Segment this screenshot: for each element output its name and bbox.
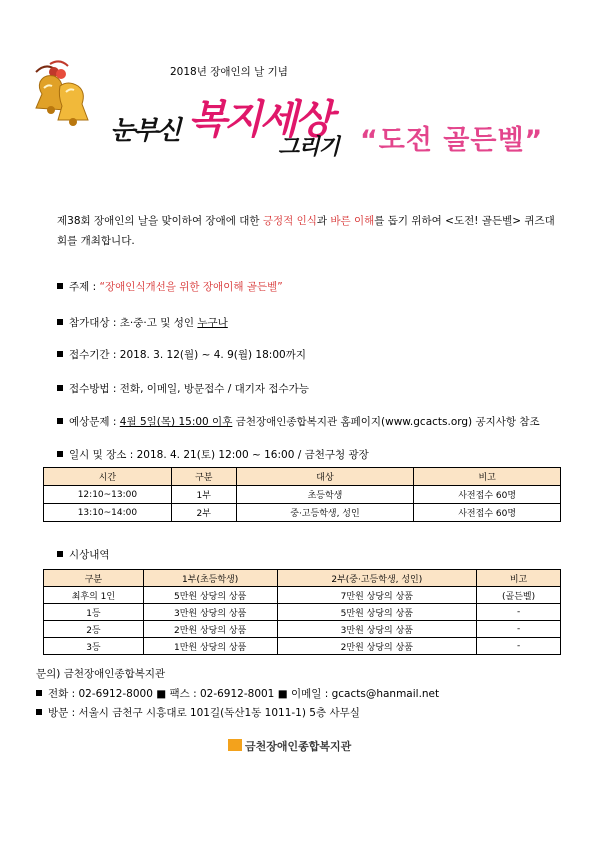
bullet-icon [57, 319, 63, 325]
sample-rest: 금천장애인종합복지관 홈페이지(www.gcacts.org) 공지사항 참조 [232, 416, 540, 428]
table-row [44, 638, 561, 655]
intro-text-3: 를 돕기 위하여 <도전! 골든벨> 퀴즈대회를 개최합니다. [57, 215, 555, 247]
table-row [44, 621, 561, 638]
intro-highlight-2: 바른 이해 [330, 215, 375, 227]
schedule-table [43, 467, 561, 522]
table-cell: 3만원 상당의 상품 [143, 604, 277, 621]
org-logo [228, 738, 351, 754]
contact-title: 문의) 금천장애인종합복지관 [36, 668, 166, 680]
bullet-icon [36, 709, 42, 715]
item-topic [57, 279, 283, 294]
target-value: 누구나 [197, 317, 228, 329]
table-cell: 2등 [44, 621, 144, 638]
table-cell: 사전접수 60명 [414, 504, 561, 522]
bullet-icon [57, 451, 63, 457]
sample-label: 예상문제 : [69, 416, 120, 428]
table-header: 비고 [414, 468, 561, 486]
intro-paragraph [57, 211, 557, 251]
bullet-icon [57, 418, 63, 424]
table-cell: 3만원 상당의 상품 [277, 621, 477, 638]
bullet-icon [57, 551, 63, 557]
item-method [57, 381, 309, 396]
contact-phone-line [36, 686, 439, 701]
bullet-icon [57, 385, 63, 391]
table-cell: 2부 [171, 504, 236, 522]
table-cell: 1만원 상당의 상품 [143, 638, 277, 655]
table-cell: - [477, 604, 561, 621]
table-header: 2부(중·고등학생, 성인) [277, 570, 477, 587]
table-header: 시간 [44, 468, 172, 486]
table-cell: (골든벨) [477, 587, 561, 604]
logo-text-2: 복지세상 [188, 96, 331, 143]
table-cell: 12:10~13:00 [44, 486, 172, 504]
table-header: 구분 [44, 570, 144, 587]
bullet-icon [57, 283, 63, 289]
sample-date: 4월 5일(목) 15:00 이후 [119, 416, 233, 428]
org-logo-icon [228, 739, 242, 751]
schedule-text: 일시 및 장소 : 2018. 4. 21(토) 12:00 ~ 16:00 / 금천구청 광장 [69, 449, 369, 461]
table-header-row [44, 468, 561, 486]
bullet-icon [57, 351, 63, 357]
table-cell: 2만원 상당의 상품 [277, 638, 477, 655]
contact-address-text: 방문 : 서울시 금천구 시흥대로 101길(독산1동 1011-1) 5층 사무실 [48, 707, 360, 719]
contact-phone-text: 전화 : 02-6912-8000 ■ 팩스 : 02-6912-8001 ■ 이메일 : gcacts@hanmail.net [48, 688, 440, 700]
table-row [44, 587, 561, 604]
intro-highlight-1: 긍정적 인식 [262, 215, 317, 227]
bells-icon [30, 58, 98, 136]
method-text: 접수방법 : 전화, 이메일, 방문접수 / 대기자 접수가능 [69, 383, 309, 395]
item-schedule [57, 447, 369, 462]
period-text: 접수기간 : 2018. 3. 12(월) ~ 4. 9(월) 18:00까지 [69, 349, 306, 361]
table-cell: 13:10~14:00 [44, 504, 172, 522]
table-row [44, 504, 561, 522]
topic-label: 주제 : [69, 281, 100, 293]
bullet-icon [36, 690, 42, 696]
table-cell: 1등 [44, 604, 144, 621]
item-sample [57, 414, 540, 429]
prizes-heading: 시상내역 [69, 549, 110, 561]
table-row [44, 486, 561, 504]
logo-text-3: 그리기 [278, 134, 339, 160]
event-subtitle: 2018년 장애인의 날 기념 [170, 66, 288, 78]
target-label: 참가대상 : 초·중·고 및 성인 [69, 317, 198, 329]
golden-bell-title: “도전 골든벨” [360, 125, 544, 156]
table-header: 비고 [477, 570, 561, 587]
table-cell: 중·고등학생, 성인 [236, 504, 414, 522]
event-logo [110, 92, 350, 172]
table-cell: - [477, 621, 561, 638]
item-target [57, 315, 228, 330]
logo-text-1: 눈부신 [110, 116, 180, 146]
table-cell: 3등 [44, 638, 144, 655]
table-cell: 초등학생 [236, 486, 414, 504]
intro-text-1: 제38회 장애인의 날을 맞이하여 장애에 대한 [57, 215, 263, 227]
table-header: 1부(초등학생) [143, 570, 277, 587]
table-cell: 2만원 상당의 상품 [143, 621, 277, 638]
table-header: 대상 [236, 468, 414, 486]
table-header: 구분 [171, 468, 236, 486]
intro-text-2: 과 [316, 215, 331, 227]
prize-table [43, 569, 561, 655]
org-name: 금천장애인종합복지관 [245, 740, 352, 753]
topic-value: “장애인식개선을 위한 장애이해 골든벨” [99, 281, 283, 293]
table-header-row [44, 570, 561, 587]
table-cell: - [477, 638, 561, 655]
table-cell: 사전접수 60명 [414, 486, 561, 504]
table-cell: 최후의 1인 [44, 587, 144, 604]
table-cell: 7만원 상당의 상품 [277, 587, 477, 604]
table-cell: 5만원 상당의 상품 [277, 604, 477, 621]
table-cell: 5만원 상당의 상품 [143, 587, 277, 604]
contact-address-line [36, 705, 360, 720]
item-period [57, 347, 306, 362]
item-prizes [57, 547, 110, 562]
table-row [44, 604, 561, 621]
table-cell: 1부 [171, 486, 236, 504]
